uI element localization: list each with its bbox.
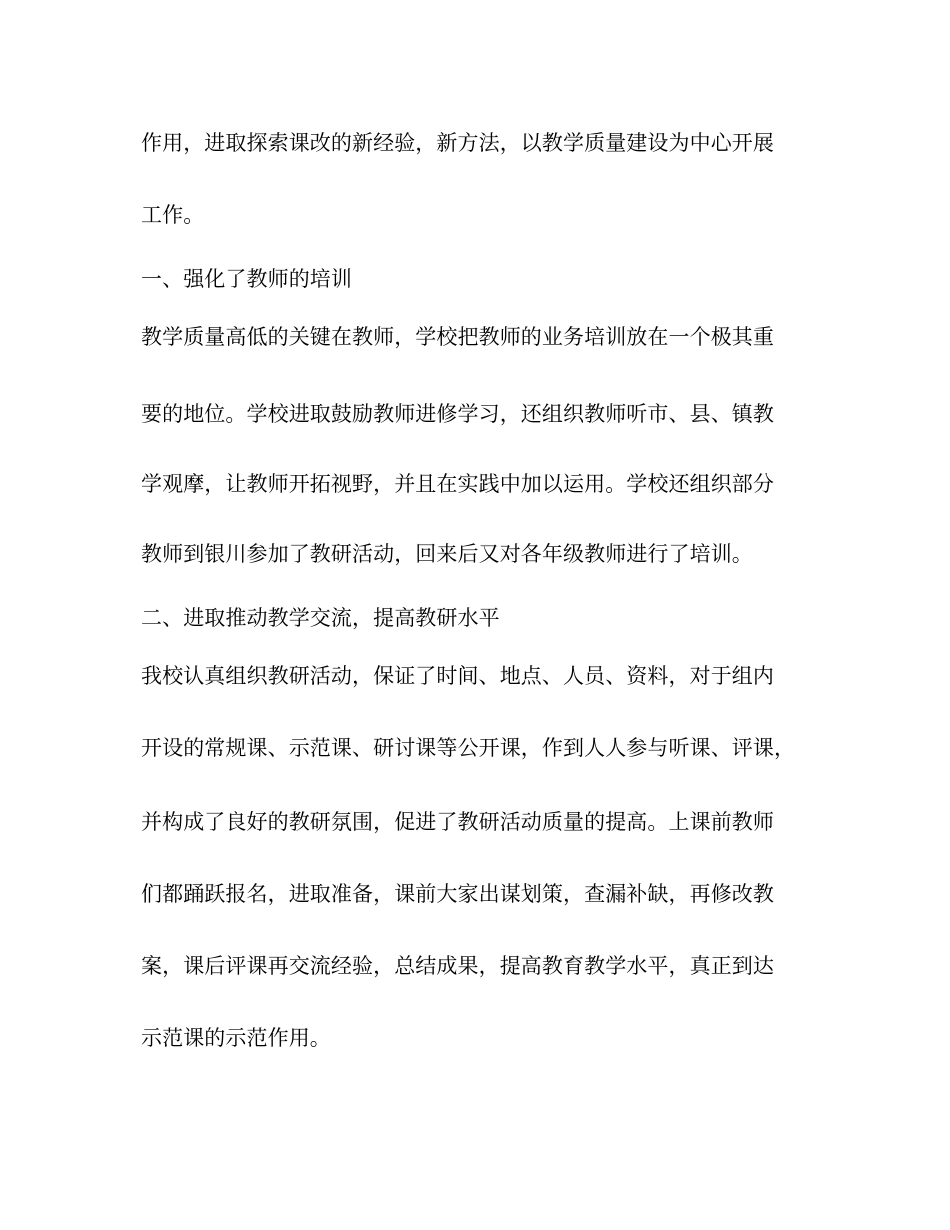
body-text-line: 作用，进取探索课改的新经验，新方法，以教学质量建设为中心开展 (141, 131, 774, 155)
body-text-line: 并构成了良好的教研氛围，促进了教研活动质量的提高。上课前教师 (141, 810, 774, 834)
section-heading: 一、强化了教师的培训 (141, 267, 352, 291)
body-text-line: 我校认真组织教研活动，保证了时间、地点、人员、资料，对于组内 (141, 664, 774, 688)
section-heading: 二、进取推动教学交流，提高教研水平 (141, 606, 500, 630)
body-text-line: 开设的常规课、示范课、研讨课等公开课，作到人人参与听课、评课， (141, 736, 796, 760)
body-text-line: 教师到银川参加了教研活动，回来后又对各年级教师进行了培训。 (141, 542, 753, 566)
body-text-line: 们都踊跃报名，进取准备，课前大家出谋划策，查漏补缺，再修改教 (141, 882, 774, 906)
body-text-line: 案，课后评课再交流经验，总结成果，提高教育教学水平，真正到达 (141, 954, 774, 978)
body-text-line: 教学质量高低的关键在教师，学校把教师的业务培训放在一个极其重 (141, 325, 774, 349)
body-text-line: 工作。 (141, 203, 205, 227)
body-text-line: 要的地位。学校进取鼓励教师进修学习，还组织教师听市、县、镇教 (141, 402, 774, 426)
body-text-line: 示范课的示范作用。 (141, 1026, 331, 1050)
body-text-line: 学观摩，让教师开拓视野，并且在实践中加以运用。学校还组织部分 (141, 472, 774, 496)
